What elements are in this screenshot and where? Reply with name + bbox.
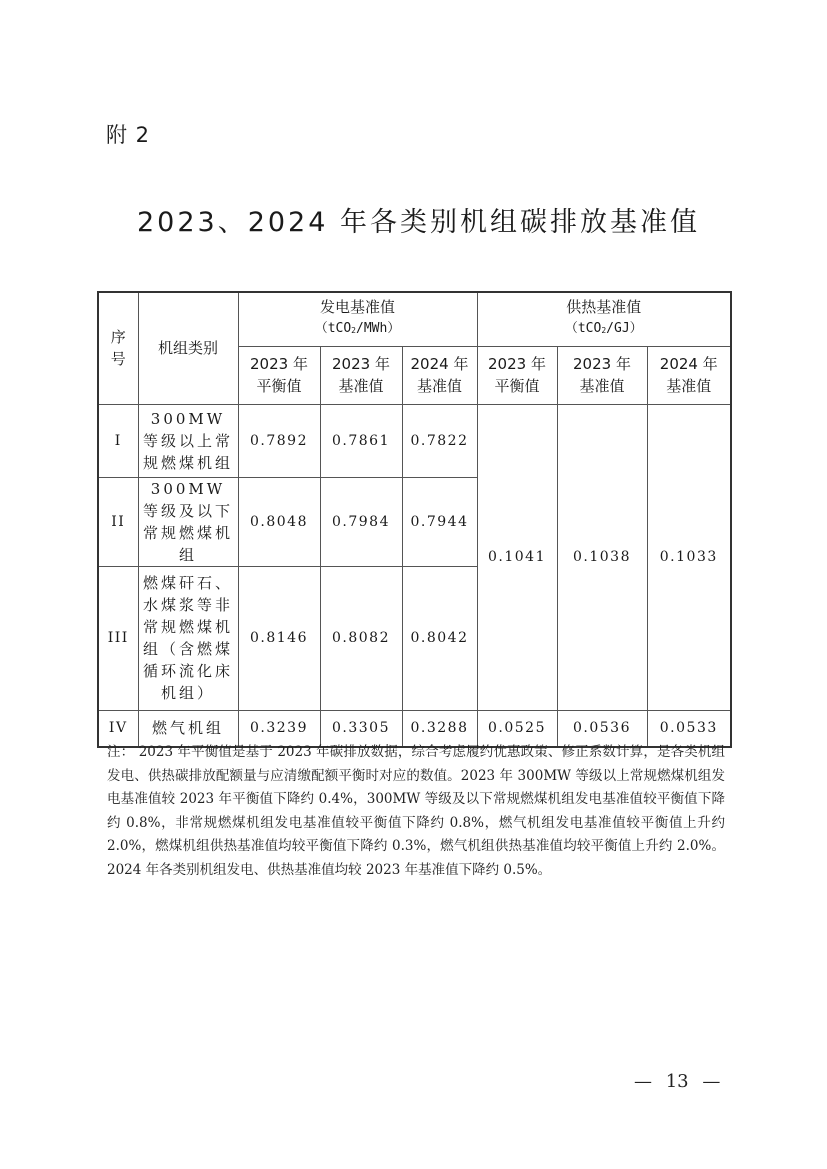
header-seq: 序号 [98, 292, 138, 404]
heat-unit: （tCO$_2$/GJ） [564, 321, 643, 337]
subheader-power-2024-benchmark: 2024 年 基准值 [402, 346, 477, 404]
cell-power-2023-balance: 0.3239 [238, 710, 320, 747]
cell-power-2023-benchmark: 0.7984 [320, 477, 402, 566]
cell-coal-heat-2023-benchmark: 0.1038 [557, 404, 647, 710]
row-seq: III [98, 566, 138, 710]
row-seq: I [98, 404, 138, 477]
cell-coal-heat-2024-benchmark: 0.1033 [647, 404, 731, 710]
heat-group-label: 供热基准值 [566, 298, 642, 317]
subheader-power-2023-balance: 2023 年 平衡值 [238, 346, 320, 404]
cell-heat-2024-benchmark: 0.0533 [647, 710, 731, 747]
cell-power-2024-benchmark: 0.3288 [402, 710, 477, 747]
header-category: 机组类别 [138, 292, 238, 404]
subheader-heat-2024-benchmark: 2024 年 基准值 [647, 346, 731, 404]
row-seq: II [98, 477, 138, 566]
row-category: 300MW 等级以上常规燃煤机组 [138, 404, 238, 477]
cell-power-2024-benchmark: 0.8042 [402, 566, 477, 710]
benchmark-table [97, 291, 732, 748]
table-note: 注： 2023 年平衡值是基于 2023 年碳排放数据，综合考虑履约优惠政策、修正系数计算，是各类机组发电、供热碳排放配额量与应清缴配额平衡时对应的数值。2023 年 300MW 等级以上常规燃煤机组发电基准值较 2023 年平衡值下降约 0.4%，300MW 等级及以下常规燃煤机组发电基准值较平衡值下降约 0.8%，非常规燃煤机组发电基准值较平衡值下降约 0.8%，燃气机组发电基准值较平衡值上升约 2.0%，燃煤机组供热基准值均较平衡值下降约 0.3%，燃气机组供热基准值均较平衡值上升约 2.0%。2024 年各类别机组发电、供热基准值均较 2023 年基准值下降约 0.5%。 [107, 744, 725, 878]
document-title: 2023、2024 年各类别机组碳排放基准值 [136, 207, 700, 238]
row-category: 300MW 等级及以下常规燃煤机组 [138, 477, 238, 566]
cell-power-2023-benchmark: 0.3305 [320, 710, 402, 747]
subheader-heat-2023-benchmark: 2023 年 基准值 [557, 346, 647, 404]
cell-heat-2023-balance: 0.0525 [477, 710, 557, 747]
cell-power-2024-benchmark: 0.7822 [402, 404, 477, 477]
subheader-power-2023-benchmark: 2023 年 基准值 [320, 346, 402, 404]
table-row [98, 404, 731, 477]
page-number: — 13 — [634, 1071, 721, 1092]
cell-coal-heat-2023-balance: 0.1041 [477, 404, 557, 710]
cell-heat-2023-benchmark: 0.0536 [557, 710, 647, 747]
header-power-group [238, 292, 477, 346]
subheader-heat-2023-balance: 2023 年 平衡值 [477, 346, 557, 404]
attachment-label: 附 2 [106, 123, 151, 147]
row-category: 燃煤矸石、水煤浆等非常规燃煤机组（含燃煤循环流化床机组） [138, 566, 238, 710]
cell-power-2023-balance: 0.7892 [238, 404, 320, 477]
cell-power-2023-benchmark: 0.7861 [320, 404, 402, 477]
power-unit: （tCO$_2$/MWh） [314, 321, 401, 337]
cell-power-2023-balance: 0.8146 [238, 566, 320, 710]
row-category: 燃气机组 [138, 710, 238, 747]
cell-power-2023-benchmark: 0.8082 [320, 566, 402, 710]
header-heat-group [477, 292, 731, 346]
power-group-label: 发电基准值 [319, 298, 395, 317]
row-seq: IV [98, 710, 138, 747]
cell-power-2023-balance: 0.8048 [238, 477, 320, 566]
cell-power-2024-benchmark: 0.7944 [402, 477, 477, 566]
